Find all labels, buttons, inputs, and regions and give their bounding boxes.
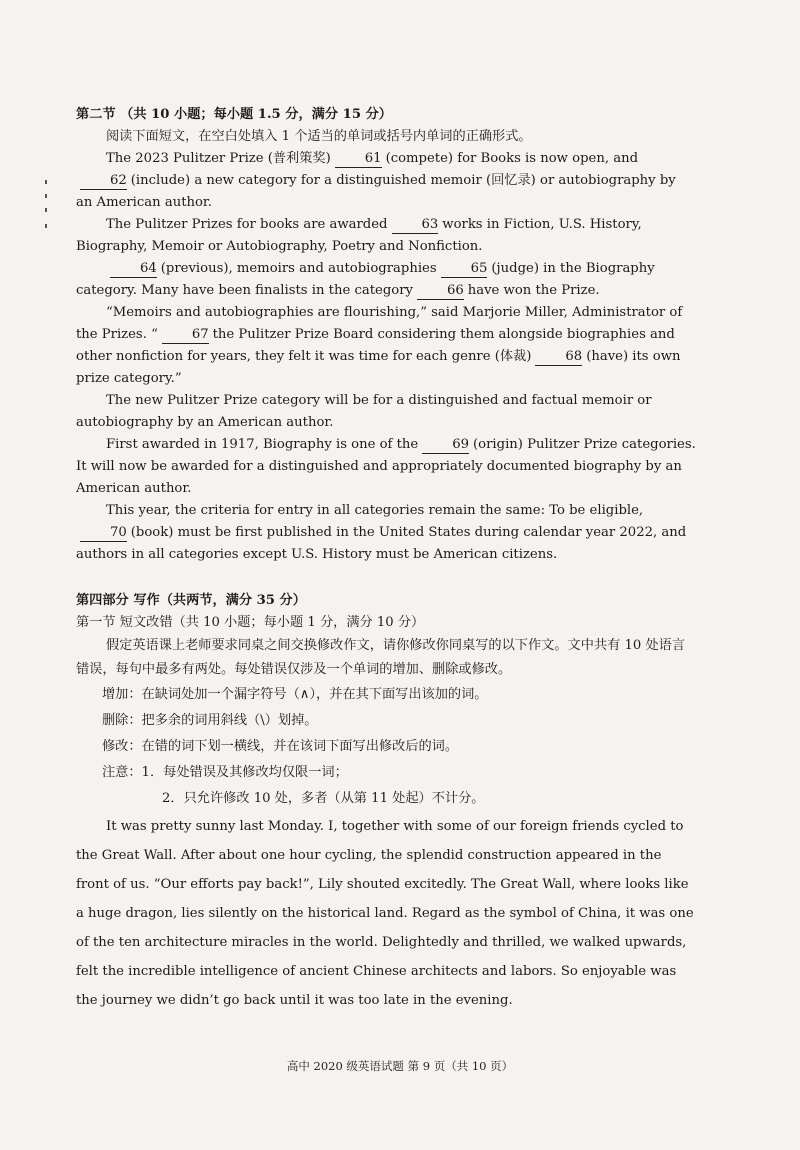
passage-paragraph-5: The new Pulitzer Prize category will be for a distinguished and factual memoir or autobiography by an American author. (76, 393, 652, 430)
passage-paragraph-2: The Pulitzer Prizes for books are awarded 63 works in Fiction, U.S. History, Biography, Memoir or Autobiography, Poetry and Nonfiction. (76, 217, 642, 254)
essay-text[interactable]: It was pretty sunny last Monday. I, together with some of our foreign friends cycled to the Great Wall. After about one hour cycling, the splendid construction appeared in the front of us. “Our efforts pay back!”, Lily shouted excitedly. The Great Wall, where looks like a huge dragon, lies silently on the historical land. Regard as the symbol of China, it was one of the ten architecture miracles in the world. Delightedly and thrilled, we walked upwards, felt the incredible intelligence of ancient Chinese architects and labors. So enjoyable was the journey we didn’t go back until it was too late in the evening. (76, 819, 694, 1008)
part4-sub-heading: 第一节 短文改错（共 10 小题；每小题 1 分，满分 10 分） (76, 615, 425, 630)
passage-paragraph-3: 64 (previous), memoirs and autobiographies 65 (judge) in the Biography category. Many have been finalists in the category 66 have won the Prize. (76, 261, 655, 298)
passage-paragraph-6: First awarded in 1917, Biography is one of the 69 (origin) Pulitzer Prize categories. It will now be awarded for a distinguished and appropriately documented biography by an American author. (76, 437, 696, 496)
instruction-add: 增加：在缺词处加一个漏字符号（∧），并在其下面写出该加的词。 (102, 687, 488, 702)
blank-64[interactable]: 64 (110, 261, 157, 278)
section2-heading: 第二节 （共 10 小题；每小题 1.5 分，满分 15 分） (76, 107, 392, 122)
blank-62[interactable]: 62 (80, 173, 127, 190)
part4-intro: 假定英语课上老师要求同桌之间交换修改作文，请你修改你同桌写的以下作文。文中共有 10 处语言错误，每句中最多有两处。每处错误仅涉及一个单词的增加、删除或修改。 (76, 638, 686, 677)
passage-paragraph-7: This year, the criteria for entry in all categories remain the same: To be eligible, 70 (book) must be first published in the United States during calendar year 2022, and authors in all categories except U.S. History must be American citizens. (76, 503, 687, 562)
blank-63[interactable]: 63 (392, 217, 439, 234)
part4-heading: 第四部分 写作（共两节，满分 35 分） (76, 593, 306, 608)
blank-67[interactable]: 67 (162, 327, 209, 344)
blank-61[interactable]: 61 (335, 151, 382, 168)
binding-margin-marks (42, 180, 50, 240)
blank-66[interactable]: 66 (417, 283, 464, 300)
blank-69[interactable]: 69 (422, 437, 469, 454)
blank-65[interactable]: 65 (441, 261, 488, 278)
instruction-modify: 修改：在错的词下划一横线，并在该词下面写出修改后的词。 (102, 739, 459, 754)
page-content (76, 104, 696, 1015)
note-1: 注意：1．每处错误及其修改均仅限一词； (102, 765, 348, 780)
blank-68[interactable]: 68 (535, 349, 582, 366)
instruction-delete: 删除：把多余的词用斜线（\）划掉。 (102, 713, 318, 728)
section2-instruction: 阅读下面短文，在空白处填入 1 个适当的单词或括号内单词的正确形式。 (106, 129, 532, 144)
page-footer: 高中 2020 级英语试题 第 9 页（共 10 页） (286, 1059, 514, 1073)
blank-70[interactable]: 70 (80, 525, 127, 542)
passage-paragraph-4: “Memoirs and autobiographies are flourishing,” said Marjorie Miller, Administrator of the Prizes. “ 67 the Pulitzer Prize Board considering them alongside biographies and other nonfiction for years, they felt it was time for each genre (体裁) 68 (have) its own prize category.” (76, 305, 683, 386)
note-2: 2．只允许修改 10 处，多者（从第 11 处起）不计分。 (162, 791, 485, 806)
passage-paragraph-1: The 2023 Pulitzer Prize (普利策奖) 61 (compete) for Books is now open, and 62 (include) a new category for a distinguished memoir (回忆录) or autobiography by an American author. (76, 151, 676, 210)
